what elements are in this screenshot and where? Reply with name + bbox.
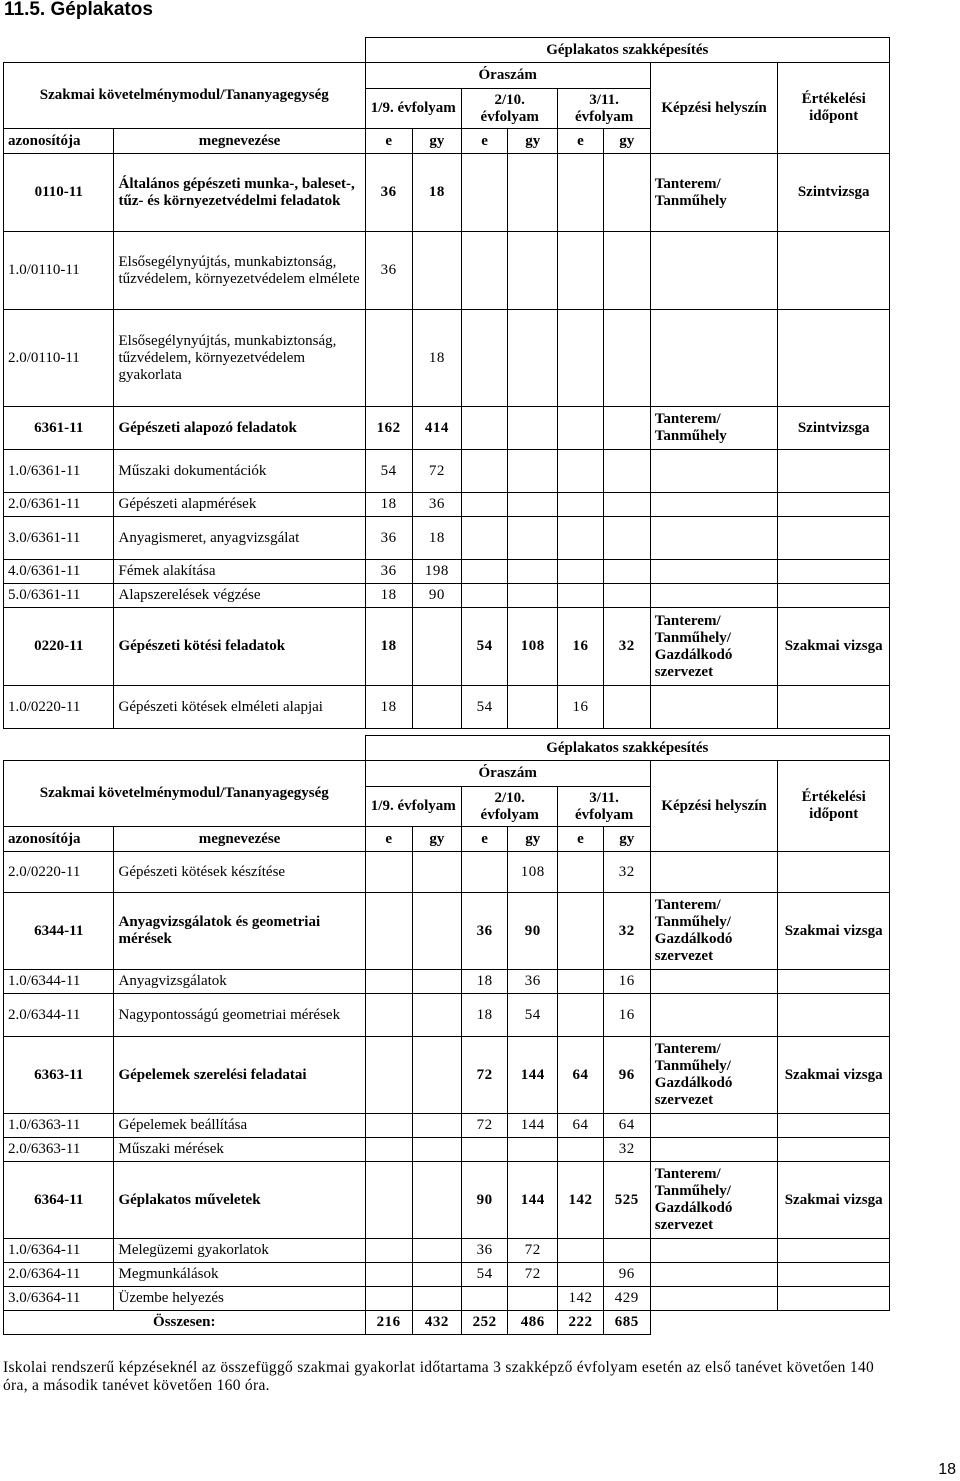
place-cell xyxy=(650,994,778,1037)
row-name: Fémek alakítása xyxy=(114,560,365,584)
row-id: 3.0/6361-11 xyxy=(4,517,114,560)
hours-cell: 32 xyxy=(603,1138,650,1162)
hours-cell xyxy=(603,232,650,310)
hours-cell: 64 xyxy=(558,1114,603,1138)
place-cell: Tanterem/ Tanműhely/ Gazdálkodó szervezet xyxy=(650,893,778,970)
hours-cell xyxy=(508,517,558,560)
hours-cell xyxy=(365,1162,412,1239)
row-id: 0220-11 xyxy=(4,608,114,686)
place-cell xyxy=(650,1263,778,1287)
unit-row xyxy=(4,1138,890,1162)
row-name: Anyagvizsgálatok xyxy=(114,970,365,994)
hours-cell xyxy=(508,154,558,232)
hours-cell: 32 xyxy=(603,893,650,970)
hours-cell: 18 xyxy=(461,970,507,994)
hours-cell xyxy=(603,1239,650,1263)
eval-cell: Szakmai vizsga xyxy=(778,608,890,686)
hours-cell: 54 xyxy=(365,450,412,493)
hours-cell xyxy=(365,1037,412,1114)
unit-row xyxy=(4,310,890,407)
gy-header: gy xyxy=(412,827,461,852)
year-header: 1/9. évfolyam xyxy=(365,89,461,129)
hours-cell: 64 xyxy=(603,1114,650,1138)
total-cell: 222 xyxy=(558,1311,603,1335)
hours-cell xyxy=(558,1138,603,1162)
hours-cell: 18 xyxy=(412,517,461,560)
row-id: 6344-11 xyxy=(4,893,114,970)
total-cell: 486 xyxy=(508,1311,558,1335)
hours-cell: 36 xyxy=(365,154,412,232)
place-header: Képzési helyszín xyxy=(650,761,778,852)
eval-cell xyxy=(778,232,890,310)
hours-cell xyxy=(461,584,507,608)
hours-cell xyxy=(461,1287,507,1311)
hours-cell xyxy=(461,310,507,407)
hours-cell xyxy=(412,608,461,686)
hours-cell: 36 xyxy=(461,893,507,970)
row-id: 6361-11 xyxy=(4,407,114,450)
hours-cell xyxy=(461,450,507,493)
hours-cell xyxy=(365,1287,412,1311)
hours-cell: 36 xyxy=(365,560,412,584)
place-cell xyxy=(650,1287,778,1311)
hours-cell xyxy=(412,686,461,729)
hours-cell xyxy=(365,1239,412,1263)
table-body xyxy=(4,852,890,1311)
place-cell: Tanterem/ Tanműhely/ Gazdálkodó szervezet xyxy=(650,1037,778,1114)
hours-cell: 72 xyxy=(461,1114,507,1138)
row-id: 6363-11 xyxy=(4,1037,114,1114)
place-cell xyxy=(650,1138,778,1162)
eval-header: Értékelési időpont xyxy=(778,63,890,154)
row-name: Gépelemek szerelési feladatai xyxy=(114,1037,365,1114)
row-name: Gépelemek beállítása xyxy=(114,1114,365,1138)
module-row xyxy=(4,893,890,970)
unit-row xyxy=(4,852,890,893)
unit-row xyxy=(4,560,890,584)
hours-cell xyxy=(365,852,412,893)
row-id: 2.0/6344-11 xyxy=(4,994,114,1037)
hours-cell: 414 xyxy=(412,407,461,450)
hours-cell: 144 xyxy=(508,1114,558,1138)
hours-cell xyxy=(461,1138,507,1162)
hours-cell xyxy=(412,1239,461,1263)
hours-cell: 64 xyxy=(558,1037,603,1114)
row-id: 1.0/6363-11 xyxy=(4,1114,114,1138)
eval-cell: Szintvizsga xyxy=(778,154,890,232)
footnote: Iskolai rendszerű képzéseknél az összefüggő szakmai gyakorlat időtartama 3 szakképző évfolyam esetén az első tanévet követően 140 óra, a második tanévet követően 160 óra. xyxy=(3,1359,875,1394)
hours-cell xyxy=(603,560,650,584)
hours-cell xyxy=(603,154,650,232)
hours-cell: 96 xyxy=(603,1263,650,1287)
hours-cell xyxy=(558,450,603,493)
eval-cell xyxy=(778,1287,890,1311)
hours-cell xyxy=(412,232,461,310)
hours-cell xyxy=(508,560,558,584)
year-header: 3/11. évfolyam xyxy=(558,89,650,129)
place-cell xyxy=(650,517,778,560)
table-header xyxy=(4,38,890,154)
hours-cell xyxy=(558,560,603,584)
row-name: Gépészeti kötések készítése xyxy=(114,852,365,893)
hours-cell xyxy=(603,493,650,517)
total-row xyxy=(4,1311,890,1335)
row-name: Műszaki dokumentációk xyxy=(114,450,365,493)
module-column-header: Szakmai követelménymodul/Tananyagegység xyxy=(4,761,366,827)
row-name: Gépészeti alapozó feladatok xyxy=(114,407,365,450)
eval-cell: Szintvizsga xyxy=(778,407,890,450)
row-name: Elsősegélynyújtás, munkabiztonság, tűzvédelem, környezetvédelem elmélete xyxy=(114,232,365,310)
hours-cell xyxy=(508,584,558,608)
e-header: e xyxy=(558,129,603,154)
hours-cell: 144 xyxy=(508,1162,558,1239)
hours-cell: 18 xyxy=(412,154,461,232)
hours-cell: 142 xyxy=(558,1162,603,1239)
gy-header: gy xyxy=(508,129,558,154)
gy-header: gy xyxy=(603,827,650,852)
hours-cell: 36 xyxy=(365,517,412,560)
hours-header: Óraszám xyxy=(365,761,650,787)
curriculum-table-part-1 xyxy=(3,37,890,729)
hours-cell xyxy=(508,686,558,729)
unit-row xyxy=(4,970,890,994)
eval-cell xyxy=(778,852,890,893)
unit-row xyxy=(4,686,890,729)
place-cell xyxy=(650,686,778,729)
module-row xyxy=(4,1162,890,1239)
row-id: 2.0/6363-11 xyxy=(4,1138,114,1162)
row-name: Gépészeti kötési feladatok xyxy=(114,608,365,686)
hours-cell: 16 xyxy=(558,686,603,729)
eval-cell xyxy=(778,560,890,584)
place-cell xyxy=(650,450,778,493)
place-cell: Tanterem/ Tanműhely/ Gazdálkodó szervezet xyxy=(650,1162,778,1239)
row-id: 3.0/6364-11 xyxy=(4,1287,114,1311)
place-cell xyxy=(650,1239,778,1263)
hours-cell: 54 xyxy=(508,994,558,1037)
e-header: e xyxy=(558,827,603,852)
unit-row xyxy=(4,1287,890,1311)
module-row xyxy=(4,1037,890,1114)
hours-cell xyxy=(603,310,650,407)
row-id: 5.0/6361-11 xyxy=(4,584,114,608)
place-cell xyxy=(650,493,778,517)
hours-cell xyxy=(508,310,558,407)
e-header: e xyxy=(365,129,412,154)
hours-cell: 96 xyxy=(603,1037,650,1114)
hours-cell xyxy=(558,994,603,1037)
module-row xyxy=(4,407,890,450)
hours-cell: 142 xyxy=(558,1287,603,1311)
row-id: 6364-11 xyxy=(4,1162,114,1239)
hours-cell: 16 xyxy=(603,994,650,1037)
hours-cell: 32 xyxy=(603,852,650,893)
year-header: 3/11. évfolyam xyxy=(558,787,650,827)
eval-cell xyxy=(778,1138,890,1162)
table-header xyxy=(4,736,890,852)
hours-cell xyxy=(508,450,558,493)
eval-cell: Szakmai vizsga xyxy=(778,893,890,970)
hours-cell xyxy=(412,1138,461,1162)
eval-cell xyxy=(778,1263,890,1287)
hours-cell xyxy=(461,154,507,232)
row-name: Elsősegélynyújtás, munkabiztonság, tűzvédelem, környezetvédelem gyakorlata xyxy=(114,310,365,407)
hours-cell xyxy=(558,852,603,893)
hours-cell xyxy=(412,852,461,893)
page-number: 18 xyxy=(938,1461,956,1478)
e-header: e xyxy=(365,827,412,852)
unit-row xyxy=(4,232,890,310)
row-id: 1.0/0110-11 xyxy=(4,232,114,310)
hours-cell xyxy=(365,1114,412,1138)
hours-cell: 36 xyxy=(461,1239,507,1263)
place-cell xyxy=(650,584,778,608)
row-id: 2.0/6364-11 xyxy=(4,1263,114,1287)
total-cell: 216 xyxy=(365,1311,412,1335)
year-header: 2/10. évfolyam xyxy=(461,787,557,827)
module-row xyxy=(4,608,890,686)
hours-cell xyxy=(603,517,650,560)
eval-header: Értékelési időpont xyxy=(778,761,890,852)
hours-cell: 525 xyxy=(603,1162,650,1239)
hours-cell xyxy=(558,517,603,560)
place-cell xyxy=(650,232,778,310)
hours-cell xyxy=(412,1114,461,1138)
hours-cell: 429 xyxy=(603,1287,650,1311)
unit-row xyxy=(4,1263,890,1287)
eval-cell xyxy=(778,517,890,560)
table-title: Géplakatos szakképesítés xyxy=(365,736,889,761)
place-cell: Tanterem/ Tanműhely xyxy=(650,407,778,450)
row-id: 0110-11 xyxy=(4,154,114,232)
hours-cell: 32 xyxy=(603,608,650,686)
place-cell xyxy=(650,560,778,584)
hours-cell: 90 xyxy=(508,893,558,970)
hours-cell: 72 xyxy=(461,1037,507,1114)
hours-cell: 18 xyxy=(461,994,507,1037)
hours-cell: 18 xyxy=(365,584,412,608)
place-cell: Tanterem/ Tanműhely/ Gazdálkodó szervezet xyxy=(650,608,778,686)
row-id: 1.0/6361-11 xyxy=(4,450,114,493)
module-column-header: Szakmai követelménymodul/Tananyagegység xyxy=(4,63,366,129)
hours-cell xyxy=(461,232,507,310)
eval-cell xyxy=(778,493,890,517)
hours-cell: 198 xyxy=(412,560,461,584)
hours-cell xyxy=(508,1138,558,1162)
hours-cell: 162 xyxy=(365,407,412,450)
hours-cell xyxy=(558,1263,603,1287)
hours-cell xyxy=(603,450,650,493)
hours-cell: 72 xyxy=(412,450,461,493)
module-row xyxy=(4,154,890,232)
eval-cell xyxy=(778,686,890,729)
hours-cell xyxy=(461,493,507,517)
row-name: Melegüzemi gyakorlatok xyxy=(114,1239,365,1263)
place-cell xyxy=(650,1114,778,1138)
e-header: e xyxy=(461,129,507,154)
hours-cell: 36 xyxy=(412,493,461,517)
hours-cell xyxy=(558,1239,603,1263)
unit-row xyxy=(4,493,890,517)
hours-cell: 108 xyxy=(508,608,558,686)
eval-cell: Szakmai vizsga xyxy=(778,1162,890,1239)
row-name: Megmunkálások xyxy=(114,1263,365,1287)
hours-cell xyxy=(558,970,603,994)
eval-cell xyxy=(778,970,890,994)
hours-cell: 16 xyxy=(603,970,650,994)
hours-cell xyxy=(508,232,558,310)
row-id: 2.0/0220-11 xyxy=(4,852,114,893)
eval-cell xyxy=(778,1239,890,1263)
total-label: Összesen: xyxy=(4,1311,366,1335)
total-cell: 252 xyxy=(461,1311,507,1335)
hours-cell xyxy=(461,852,507,893)
gy-header: gy xyxy=(603,129,650,154)
row-id: 4.0/6361-11 xyxy=(4,560,114,584)
gy-header: gy xyxy=(508,827,558,852)
place-cell xyxy=(650,970,778,994)
row-name: Műszaki mérések xyxy=(114,1138,365,1162)
hours-cell: 54 xyxy=(461,608,507,686)
hours-cell: 72 xyxy=(508,1239,558,1263)
hours-header: Óraszám xyxy=(365,63,650,89)
hours-cell: 108 xyxy=(508,852,558,893)
year-header: 2/10. évfolyam xyxy=(461,89,557,129)
table-title: Géplakatos szakképesítés xyxy=(365,38,889,63)
hours-cell xyxy=(461,517,507,560)
year-header: 1/9. évfolyam xyxy=(365,787,461,827)
hours-cell xyxy=(558,232,603,310)
row-id: 1.0/0220-11 xyxy=(4,686,114,729)
row-name: Üzembe helyezés xyxy=(114,1287,365,1311)
curriculum-table-part-2 xyxy=(3,735,890,1335)
id-column-header: azonosítója xyxy=(4,129,114,154)
eval-cell xyxy=(778,1114,890,1138)
hours-cell: 18 xyxy=(365,493,412,517)
row-name: Anyagvizsgálatok és geometriai mérések xyxy=(114,893,365,970)
name-column-header: megnevezése xyxy=(114,827,365,852)
hours-cell xyxy=(365,893,412,970)
hours-cell: 36 xyxy=(365,232,412,310)
row-id: 1.0/6344-11 xyxy=(4,970,114,994)
hours-cell: 16 xyxy=(558,608,603,686)
row-id: 2.0/0110-11 xyxy=(4,310,114,407)
unit-row xyxy=(4,517,890,560)
eval-cell: Szakmai vizsga xyxy=(778,1037,890,1114)
hours-cell: 18 xyxy=(365,608,412,686)
hours-cell xyxy=(365,1263,412,1287)
unit-row xyxy=(4,1114,890,1138)
table-body xyxy=(4,154,890,729)
row-name: Gépészeti kötések elméleti alapjai xyxy=(114,686,365,729)
hours-cell xyxy=(365,310,412,407)
unit-row xyxy=(4,450,890,493)
hours-cell xyxy=(461,407,507,450)
hours-cell xyxy=(508,407,558,450)
hours-cell: 90 xyxy=(412,584,461,608)
hours-cell: 144 xyxy=(508,1037,558,1114)
hours-cell xyxy=(558,584,603,608)
hours-cell xyxy=(508,1287,558,1311)
unit-row xyxy=(4,1239,890,1263)
hours-cell xyxy=(412,1162,461,1239)
place-cell xyxy=(650,852,778,893)
row-name: Általános gépészeti munka-, baleset-, tűz- és környezetvédelmi feladatok xyxy=(114,154,365,232)
row-name: Gépészeti alapmérések xyxy=(114,493,365,517)
hours-cell xyxy=(603,584,650,608)
hours-cell: 18 xyxy=(412,310,461,407)
hours-cell xyxy=(508,493,558,517)
hours-cell xyxy=(558,310,603,407)
eval-cell xyxy=(778,310,890,407)
place-cell: Tanterem/ Tanműhely xyxy=(650,154,778,232)
hours-cell xyxy=(603,686,650,729)
hours-cell xyxy=(412,970,461,994)
hours-cell: 18 xyxy=(365,686,412,729)
hours-cell: 36 xyxy=(508,970,558,994)
hours-cell xyxy=(365,994,412,1037)
hours-cell xyxy=(412,893,461,970)
hours-cell xyxy=(412,994,461,1037)
hours-cell: 54 xyxy=(461,1263,507,1287)
row-name: Alapszerelések végzése xyxy=(114,584,365,608)
hours-cell xyxy=(558,154,603,232)
hours-cell xyxy=(412,1037,461,1114)
total-cell: 432 xyxy=(412,1311,461,1335)
hours-cell xyxy=(365,1138,412,1162)
hours-cell xyxy=(558,893,603,970)
place-cell xyxy=(650,310,778,407)
eval-cell xyxy=(778,450,890,493)
hours-cell xyxy=(558,407,603,450)
hours-cell xyxy=(603,407,650,450)
hours-cell: 90 xyxy=(461,1162,507,1239)
name-column-header: megnevezése xyxy=(114,129,365,154)
e-header: e xyxy=(461,827,507,852)
unit-row xyxy=(4,584,890,608)
place-header: Képzési helyszín xyxy=(650,63,778,154)
total-row-group xyxy=(4,1311,890,1335)
section-heading: 11.5. Géplakatos xyxy=(4,0,153,20)
hours-cell xyxy=(461,560,507,584)
row-name: Géplakatos műveletek xyxy=(114,1162,365,1239)
gy-header: gy xyxy=(412,129,461,154)
row-id: 2.0/6361-11 xyxy=(4,493,114,517)
hours-cell xyxy=(365,970,412,994)
row-id: 1.0/6364-11 xyxy=(4,1239,114,1263)
hours-cell: 54 xyxy=(461,686,507,729)
eval-cell xyxy=(778,994,890,1037)
hours-cell: 72 xyxy=(508,1263,558,1287)
row-name: Anyagismeret, anyagvizsgálat xyxy=(114,517,365,560)
id-column-header: azonosítója xyxy=(4,827,114,852)
eval-cell xyxy=(778,584,890,608)
hours-cell xyxy=(558,493,603,517)
unit-row xyxy=(4,994,890,1037)
hours-cell xyxy=(412,1263,461,1287)
hours-cell xyxy=(412,1287,461,1311)
row-name: Nagypontosságú geometriai mérések xyxy=(114,994,365,1037)
total-cell: 685 xyxy=(603,1311,650,1335)
